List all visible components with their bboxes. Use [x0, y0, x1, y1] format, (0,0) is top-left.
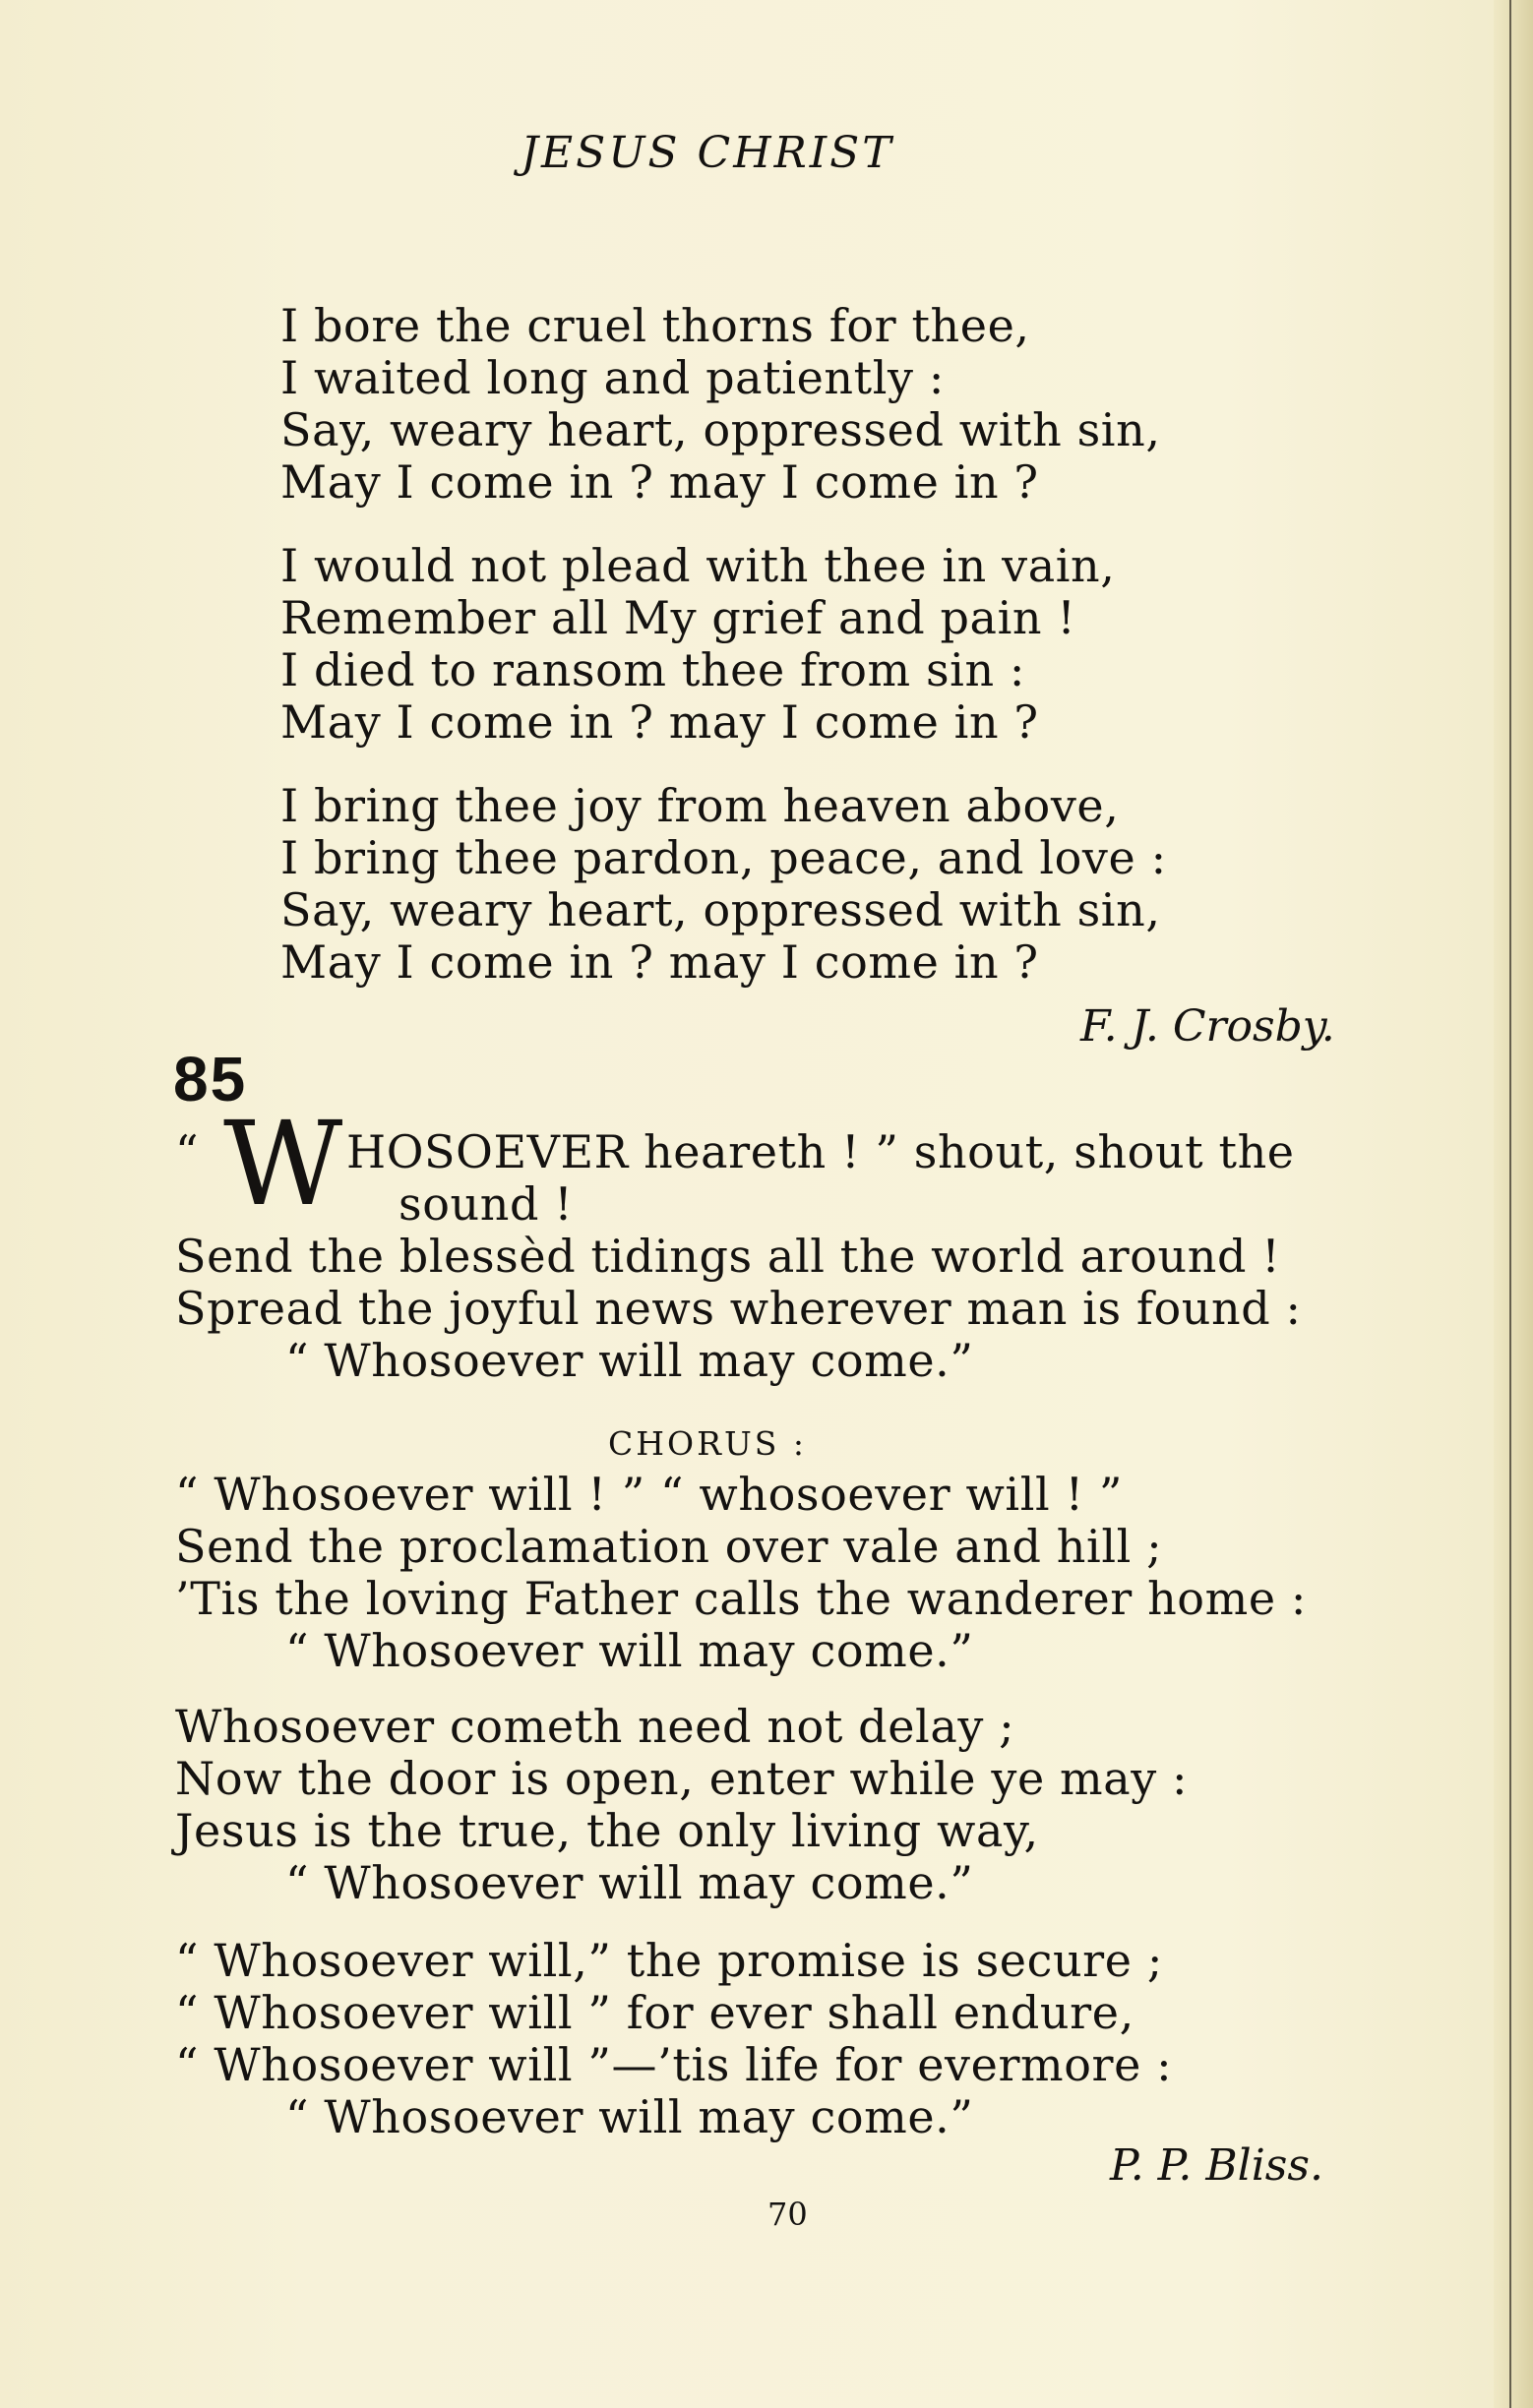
verse-line: I bring thee pardon, peace, and love :	[280, 831, 1167, 884]
verse-line: I bore the cruel thorns for thee,	[280, 299, 1030, 352]
chorus-line: ’Tis the loving Father calls the wanderer home :	[175, 1572, 1307, 1625]
verse-line: “ Whosoever will,” the promise is secure ;	[175, 1934, 1163, 1987]
hymn-85-author: P. P. Bliss.	[1110, 2140, 1323, 2191]
verse-line: Whosoever cometh need not delay ;	[175, 1700, 1015, 1753]
chorus-refrain: “ Whosoever will may come.”	[285, 1624, 974, 1677]
verse-line: Say, weary heart, oppressed with sin,	[280, 883, 1161, 936]
verse-line: Now the door is open, enter while ye may :	[175, 1752, 1189, 1805]
verse-line: Send the blessèd tidings all the world around !	[175, 1230, 1281, 1283]
verse-refrain: “ Whosoever will may come.”	[285, 2090, 974, 2143]
page-edge	[1494, 0, 1533, 2408]
hymn-84-author: F. J. Crosby.	[1080, 1001, 1335, 1052]
verse-line: I would not plead with thee in vain,	[280, 539, 1116, 592]
verse-first-line-cont: sound !	[399, 1177, 574, 1231]
verse-first-line: HOSOEVER heareth ! ” shout, shout the	[346, 1125, 1295, 1178]
verse-refrain: “ Whosoever will may come.”	[285, 1856, 974, 1909]
chorus-label: CHORUS :	[608, 1424, 807, 1463]
chorus-line: Send the proclamation over vale and hill ;	[175, 1520, 1163, 1573]
page-edge-line	[1509, 0, 1511, 2408]
verse-line: May I come in ? may I come in ?	[280, 935, 1039, 989]
verse-line: Remember all My grief and pain !	[280, 591, 1076, 644]
opening-quote: “	[175, 1125, 200, 1178]
hymn-number: 85	[173, 1044, 248, 1114]
verse-line: I bring thee joy from heaven above,	[280, 779, 1120, 832]
verse-line: Spread the joyful news wherever man is found :	[175, 1282, 1302, 1335]
running-head: JESUS CHRIST	[521, 128, 894, 178]
verse-line: Say, weary heart, oppressed with sin,	[280, 403, 1161, 456]
drop-cap: W	[223, 1096, 341, 1232]
verse-line: I waited long and patiently :	[280, 351, 945, 404]
verse-line: I died to ransom thee from sin :	[280, 643, 1026, 696]
verse-line: “ Whosoever will ” for ever shall endure,	[175, 1986, 1134, 2039]
verse-line: “ Whosoever will ”—’tis life for evermore :	[175, 2038, 1173, 2091]
verse-line: May I come in ? may I come in ?	[280, 455, 1039, 509]
verse-line: May I come in ? may I come in ?	[280, 695, 1039, 749]
verse-line: Jesus is the true, the only living way,	[175, 1804, 1039, 1857]
verse-refrain: “ Whosoever will may come.”	[285, 1334, 974, 1387]
chorus-line: “ Whosoever will ! ” “ whosoever will ! ”	[175, 1468, 1123, 1521]
page-number: 70	[767, 2196, 808, 2233]
